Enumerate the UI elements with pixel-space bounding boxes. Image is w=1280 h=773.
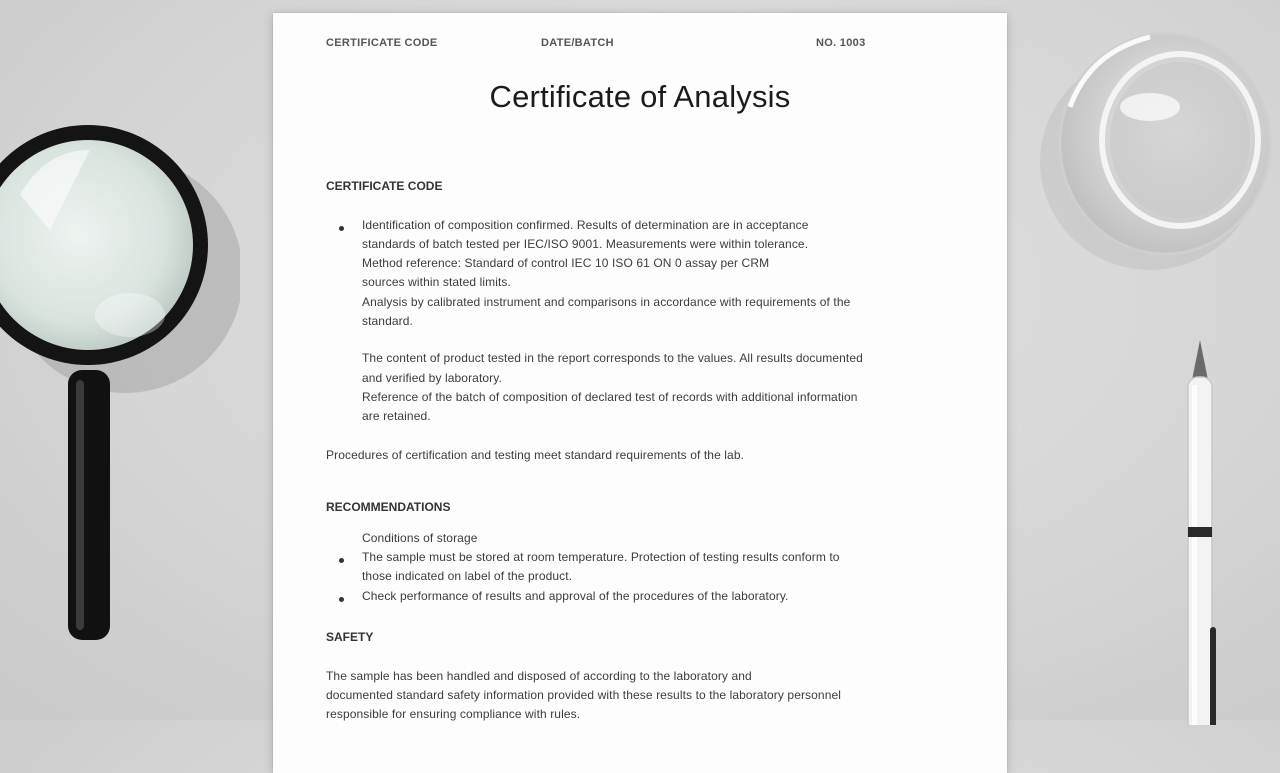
- section1-heading: CERTIFICATE CODE: [326, 179, 443, 193]
- section2-line: those indicated on label of the product.: [362, 569, 573, 583]
- bullet-marker: [339, 597, 344, 602]
- section3-line: responsible for ensuring compliance with rules.: [326, 707, 581, 721]
- section3-line: The sample has been handled and disposed of according to the laboratory and: [326, 669, 752, 683]
- section3-heading: SAFETY: [326, 630, 374, 644]
- magnifying-glass-icon: [0, 110, 240, 660]
- section1-line: Identification of composition confirmed. Results of determination are in acceptance: [362, 218, 809, 232]
- section1-line: Method reference: Standard of control IEC 10 ISO 61 ON 0 assay per CRM: [362, 256, 770, 270]
- section2-line: The sample must be stored at room temperature. Protection of testing results conform to: [362, 550, 840, 564]
- header-center-text: DATE/BATCH: [541, 37, 614, 49]
- section1-closing-line: Procedures of certification and testing meet standard requirements of the lab.: [326, 448, 745, 462]
- section1-paragraph-line: The content of product tested in the report corresponds to the values. All results documented: [362, 351, 863, 365]
- section1-paragraph-line: Reference of the batch of composition of declared test of records with additional information: [362, 390, 858, 404]
- section1-paragraph-line: are retained.: [362, 409, 431, 423]
- bullet-marker: [339, 226, 344, 231]
- section2-heading: RECOMMENDATIONS: [326, 500, 451, 514]
- certificate-document: [273, 13, 1007, 773]
- section1-paragraph-line: and verified by laboratory.: [362, 371, 502, 385]
- section1-line: standards of batch tested per IEC/ISO 9001. Measurements were within tolerance.: [362, 237, 809, 251]
- document-title: Certificate of Analysis: [489, 79, 791, 114]
- section2-line: Check performance of results and approval of the procedures of the laboratory.: [362, 589, 789, 603]
- glass-beaker-icon: [1030, 12, 1280, 282]
- section3-line: documented standard safety information provided with these results to the laboratory personnel: [326, 688, 842, 702]
- section2-subheading: Conditions of storage: [362, 531, 478, 545]
- section1-line: sources within stated limits.: [362, 275, 511, 289]
- section1-line: Analysis by calibrated instrument and comparisons in accordance with requirements of the: [362, 295, 851, 309]
- header-left-text: CERTIFICATE CODE: [326, 37, 438, 49]
- bullet-marker: [339, 558, 344, 563]
- header-right-text: NO. 1003: [816, 37, 866, 49]
- pen-icon: [1170, 335, 1230, 725]
- section1-line: standard.: [362, 314, 413, 328]
